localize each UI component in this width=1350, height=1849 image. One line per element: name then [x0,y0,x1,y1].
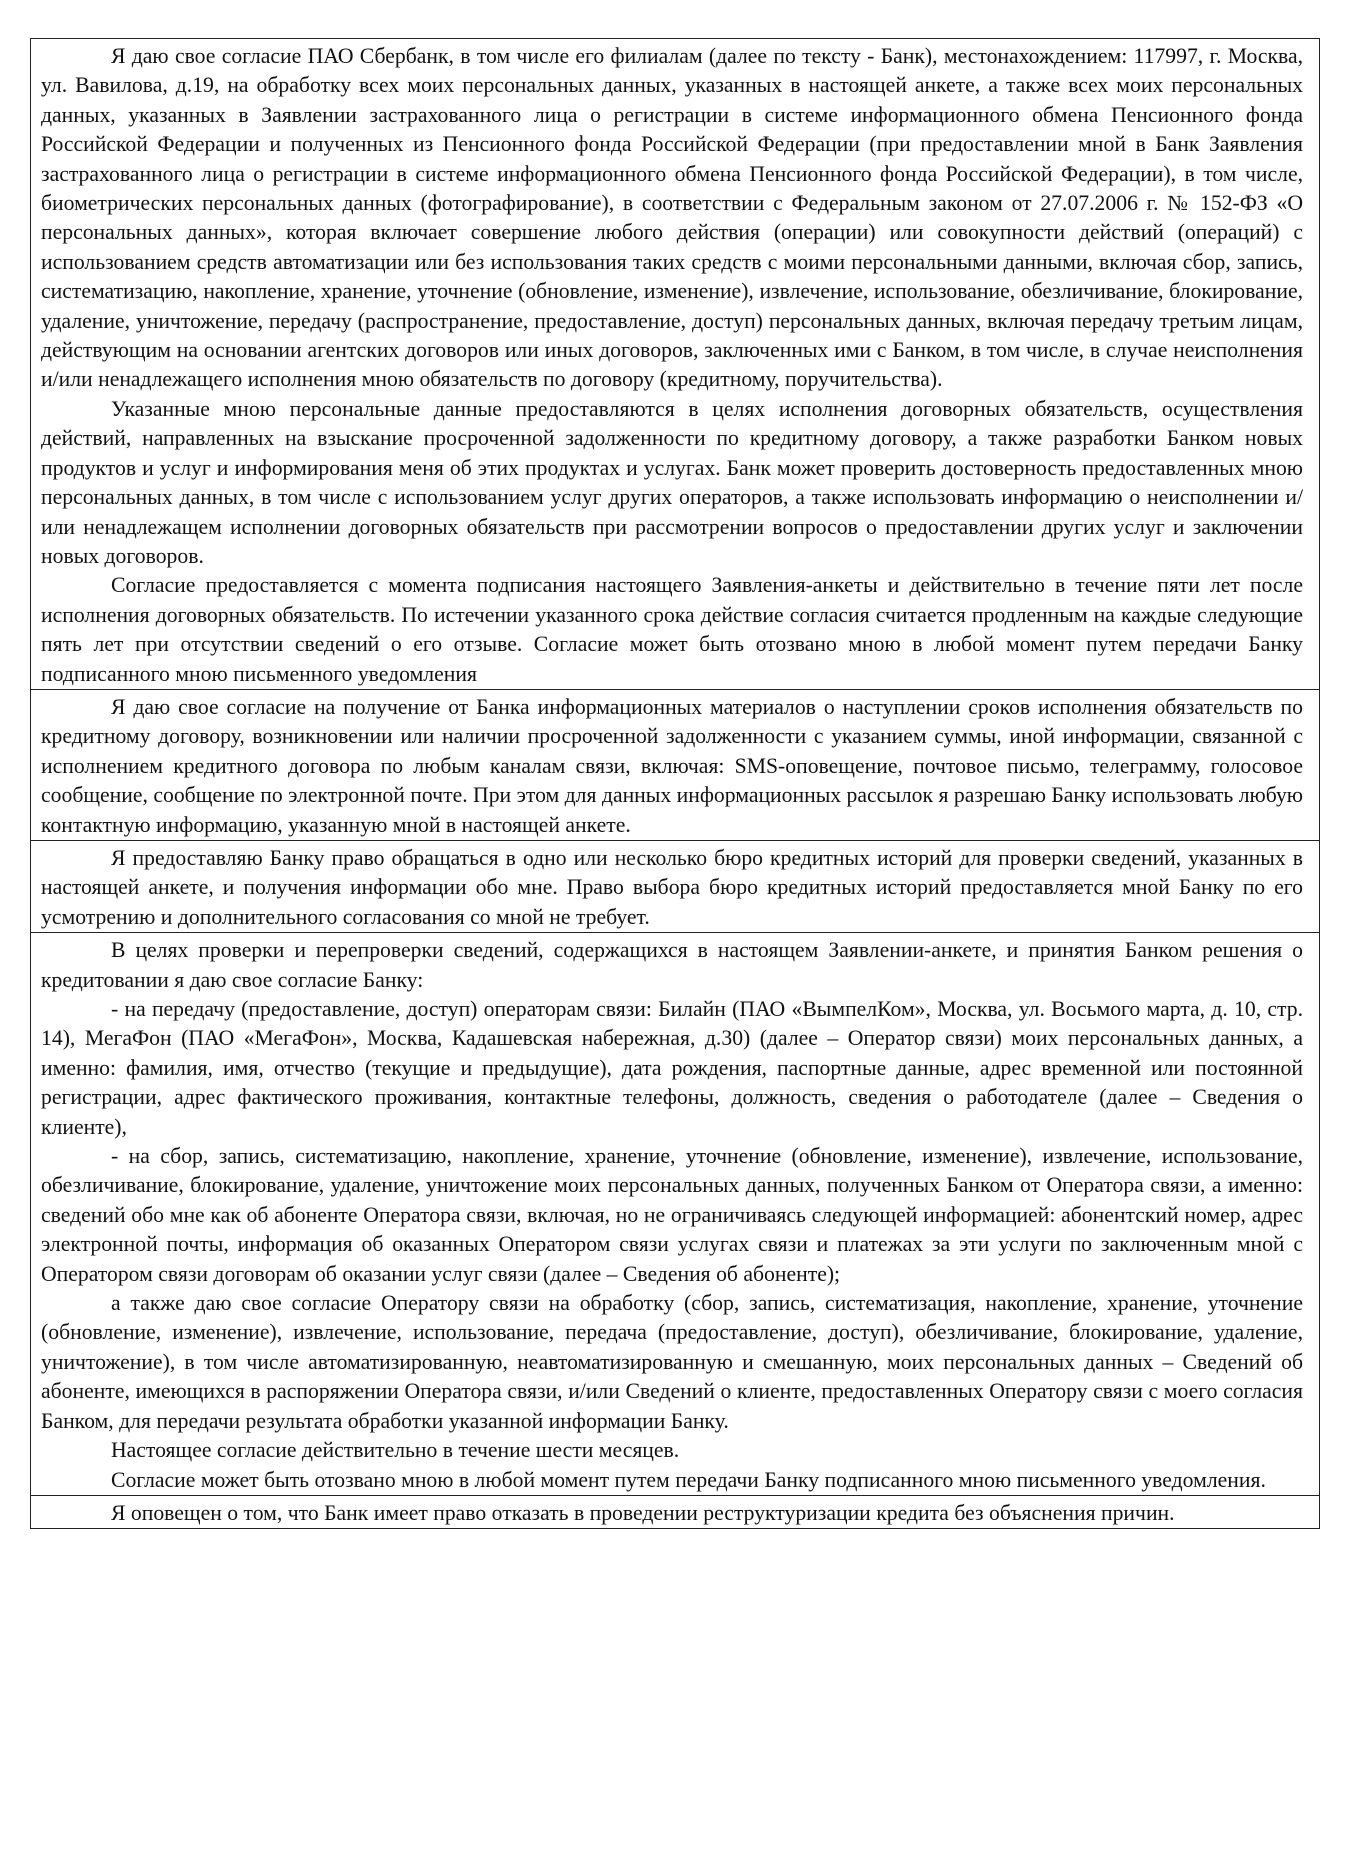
paragraph: - на передачу (предоставление, доступ) операторам связи: Билайн (ПАО «ВымпелКом», Москва, ул. Восьмого марта, д. 10, стр. 14), МегаФон (ПАО «МегаФон», Москва, Кадашевская набережная, д.30) (далее – Оператор связи) моих персональных данных, а именно: фамилия, имя, отчество (текущие и предыдущие), дата рождения, паспортные данные, адрес временной или постоянной регистрации, адрес фактического проживания, контактные телефоны, должность, сведения о работодателе (далее – Сведения о клиенте), [41,997,1303,1139]
paragraph: а также даю свое согласие Оператору связи на обработку (сбор, запись, систематизация, накопление, хранение, уточнение (обновление, изменение), извлечение, использование, передача (предоставление, доступ), обезличивание, блокирование, удаление, уничтожение), в том числе автоматизированную, неавтоматизированную и смешанную, моих персональных данных – Сведений об абоненте, имеющихся в распоряжении Оператора связи, и/или Сведений о клиенте, предоставленных Оператору связи с моего согласия Банком, для передачи результата обработки указанной информации Банку. [41,1291,1303,1433]
paragraph: Я предоставляю Банку право обращаться в одно или несколько бюро кредитных историй для проверки сведений, указанных в настоящей анкете, и получения информации обо мне. Право выбора бюро кредитных историй предоставляется мной Банку по его усмотрению и дополнительного согласования со мной не требует. [41,845,1303,929]
paragraph: В целях проверки и перепроверки сведений, содержащихся в настоящем Заявлении-анкете, и принятия Банком решения о кредитовании я даю свое согласие Банку: [41,938,1303,992]
paragraph: Настоящее согласие действительно в течение шести месяцев. [111,1438,680,1463]
paragraph: Я даю свое согласие ПАО Сбербанк, в том числе его филиалам (далее по тексту - Банк), местонахождением: 117997, г. Москва, ул. Вавилова, д.19, на обработку всех моих персональных данных, указанных в настоящей анкете, а также всех моих персональных данных, указанных в Заявлении застрахованного лица о регистрации в системе информационного обмена Пенсионного фонда Российской Федерации и полученных из Пенсионного фонда Российской Федерации (при предоставлении мной в Банк Заявления застрахованного лица о регистрации в системе информационного обмена Пенсионного фонда Российской Федерации), в том числе, биометрических персональных данных (фотографирование), в соответствии с Федеральным законом от 27.07.2006 г. № 152-ФЗ «О персональных данных», которая включает совершение любого действия (операции) или совокупности действий (операций) с использованием средств автоматизации или без использования таких средств с моими персональными данными, включая сбор, запись, систематизацию, накопление, хранение, уточнение (обновление, изменение), извлечение, использование, обезличивание, блокирование, удаление, уничтожение, передачу (распространение, предоставление, доступ) персональных данных, включая передачу третьим лицам, действующим на основании агентских договоров или иных договоров, заключенных ими с Банком, в том числе, в случае неисполнения и/или ненадлежащего исполнения мною обязательств по договору (кредитному, поручительства). [41,44,1303,392]
section-credit-bureau-consent [31,841,1319,933]
section-restructuring-notice [31,1496,1319,1528]
section-personal-data-consent [31,39,1319,690]
paragraph: Согласие может быть отозвано мною в любой момент путем передачи Банку подписанного мною письменного уведомления. [111,1467,1266,1492]
section-information-mailing-consent [31,690,1319,841]
consent-form [30,38,1320,1529]
paragraph: Указанные мною персональные данные предоставляются в целях исполнения договорных обязательств, осуществления действий, направленных на взыскание просроченной задолженности по кредитному договору, а также разработки Банком новых продуктов и услуг и информирования меня об этих продуктах и услугах. Банк может проверить достоверность предоставленных мною персональных данных, в том числе с использованием услуг других операторов, а также использовать информацию о неисполнении и/или ненадлежащем исполнении договорных обязательств при рассмотрении вопросов о предоставлении других услуг и заключении новых договоров. [41,396,1303,568]
section-telecom-operator-consent [31,933,1319,1496]
paragraph: Согласие предоставляется с момента подписания настоящего Заявления-анкеты и действительно в течение пяти лет после исполнения договорных обязательств. По истечении указанного срока действие согласия считается продленным на каждые следующие пять лет при отсутствии сведений о его отзыве. Согласие может быть отозвано мною в любой момент путем передачи Банку подписанного мною письменного уведомления [41,573,1303,686]
paragraph: Я оповещен о том, что Банк имеет право отказать в проведении реструктуризации кредита без объяснения причин. [111,1500,1175,1525]
paragraph: Я даю свое согласие на получение от Банка информационных материалов о наступлении сроков исполнения обязательств по кредитному договору, возникновении или наличии просроченной задолженности с указанием суммы, иной информации, связанной с исполнением кредитного договора по любым каналам связи, включая: SMS-оповещение, почтовое письмо, телеграмму, голосовое сообщение, сообщение по электронной почте. При этом для данных информационных рассылок я разрешаю Банку использовать любую контактную информацию, указанную мной в настоящей анкете. [41,694,1303,837]
paragraph: - на сбор, запись, систематизацию, накопление, хранение, уточнение (обновление, изменение), извлечение, использование, обезличивание, блокирование, удаление, уничтожение моих персональных данных, полученных Банком от Оператора связи, а именно: сведений обо мне как об абоненте Оператора связи, включая, но не ограничиваясь следующей информацией: абонентский номер, адрес электронной почты, информация об оказанных Оператором связи услугах связи и платежах за эти услуги по заключенным мной с Оператором связи договорам об оказании услуг связи (далее – Сведения об абоненте); [41,1144,1303,1286]
